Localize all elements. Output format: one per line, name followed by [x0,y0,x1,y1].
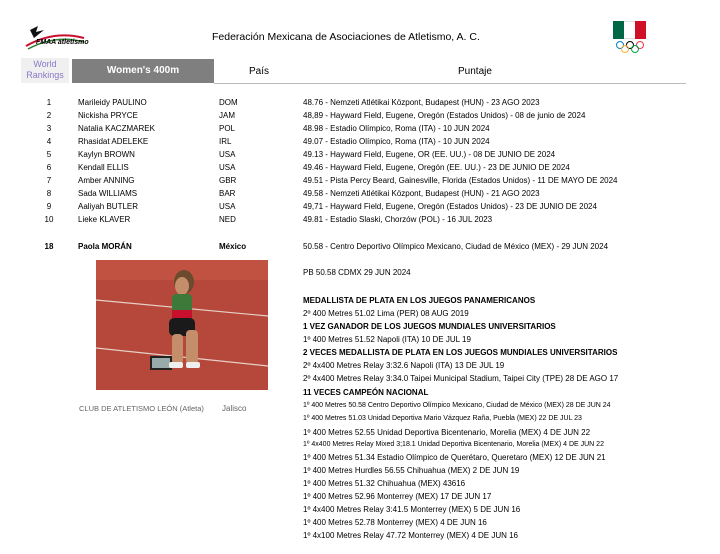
athlete-name: Marileidy PAULINO [78,98,147,107]
achievement-line: 2º 400 Metres 51.02 Lima (PER) 08 AUG 2019 [303,309,469,318]
personal-best: PB 50.58 CDMX 29 JUN 2024 [303,268,411,277]
achievement-line: 1º 400 Metres 51.34 Estadio Olímpico de Querétaro, Queretaro (MEX) 12 DE JUN 21 [303,453,606,462]
header-divider [214,83,686,84]
achievement-line: 2º 4x400 Metres Relay 3:32.6 Napoli (ITA) 13 DE JUL 19 [303,361,505,370]
achievement-line: 2º 4x400 Metres Relay 3:34.0 Taipei Municipal Stadium, Taipei City (TPE) 28 DE AGO 17 [303,374,619,383]
featured-athlete-row [0,242,720,254]
athlete-name: Aaliyah BUTLER [78,202,139,211]
country: USA [219,163,236,172]
rank: 8 [46,189,52,198]
world-rankings-label: World Rankings [21,58,69,83]
country: POL [219,124,236,133]
achievement-line: 1º 400 Metres 52.78 Monterrey (MEX) 4 DE JUN 16 [303,518,487,527]
ranking-row [0,98,720,110]
ranking-row [0,215,720,227]
rank: 10 [44,215,54,224]
state-label: Jalisco [222,404,247,413]
rank: 4 [46,137,52,146]
achievement-line: 1º 400 Metres 51.32 Chihuahua (MEX) 43616 [303,479,466,488]
athlete-name: Kendall ELLIS [78,163,129,172]
event-label: Women's 400m [106,65,180,76]
country: BAR [219,189,236,198]
score: 48.76 - Nemzeti Atlétikai Központ, Budapest (HUN) - 23 AGO 2023 [303,98,540,107]
score: 49.58 - Nemzeti Atlétikai Központ, Budapest (HUN) - 21 AGO 2023 [303,189,540,198]
featured-name: Paola MORÁN [78,242,132,251]
olympic-rings-icon [615,41,645,53]
country-column-header: País [249,66,270,77]
country: JAM [219,111,235,120]
achievement-line: 1º 400 Metres 52.55 Unidad Deportiva Bicentenario, Morelia (MEX) 4 DE JUN 22 [303,428,591,437]
achievement-line: 2 VECES MEDALLISTA DE PLATA EN LOS JUEGOS MUNDIALES UNIVERSITARIOS [303,348,618,357]
score: 49.46 - Hayward Field, Eugene, Oregón (EE. UU.) - 23 DE JUNIO DE 2024 [303,163,570,172]
achievement-line: 1º 400 Metres 51.52 Napoli (ITA) 10 DE JUL 19 [303,335,471,344]
achievement-line: MEDALLISTA DE PLATA EN LOS JUEGOS PANAMERICANOS [303,296,536,305]
achievement-line: 1º 4x400 Metres Relay 3:41.5 Monterrey (MEX) 5 DE JUN 16 [303,505,521,514]
country: USA [219,202,236,211]
ranking-row [0,176,720,188]
athlete-name: Kaylyn BROWN [78,150,135,159]
rank: 5 [46,150,52,159]
score: 49.81 - Estadio Slaski, Chorzów (POL) - 16 JUL 2023 [303,215,493,224]
athlete-name: Rhasidat ADELEKE [78,137,149,146]
rank: 6 [46,163,52,172]
score: 49.51 - Pista Percy Beard, Gainesville, Florida (Estados Unidos) - 11 DE MAYO DE 2024 [303,176,618,185]
achievement-line: 1º 4x100 Metres Relay 47.72 Monterrey (MEX) 4 DE JUN 16 [303,531,519,540]
org-title: Federación Mexicana de Asociaciones de Atletismo, A. C. [212,31,480,43]
ranking-row [0,202,720,214]
country: NED [219,215,236,224]
mexico-olympic-flag [613,21,647,55]
rank: 3 [46,124,52,133]
featured-country: México [219,242,247,251]
score: 48,89 - Hayward Field, Eugene, Oregón (Estados Unidos) - 08 de junio de 2024 [303,111,586,120]
score: 49.13 - Hayward Field, Eugene, OR (EE. UU.) - 08 DE JUNIO DE 2024 [303,150,556,159]
achievement-line: 1 VEZ GANADOR DE LOS JUEGOS MUNDIALES UNIVERSITARIOS [303,322,556,331]
athlete-photo [96,260,268,390]
club-label: CLUB DE ATLETISMO LEÓN (Atleta) [79,404,204,413]
featured-score: 50.58 - Centro Deportivo Olímpico Mexicano, Ciudad de México (MEX) - 29 JUN 2024 [303,242,609,251]
ranking-row [0,189,720,201]
athlete-name: Nickisha PRYCE [78,111,138,120]
achievement-line: 1º 4x400 Metres Relay Mixed 3;18.1 Unidad Deportiva Bicentenario, Morelia (MEX) 4 DE JUN 22 [303,441,604,448]
score: 49.07 - Estadio Olímpico, Roma (ITA) - 10 JUN 2024 [303,137,490,146]
featured-rank: 18 [44,242,54,251]
score-column-header: Puntaje [458,66,492,77]
rank: 1 [46,98,52,107]
rank: 2 [46,111,52,120]
score: 48.98 - Estadio Olímpico, Roma (ITA) - 10 JUN 2024 [303,124,490,133]
country: USA [219,150,236,159]
achievement-line: 1º 400 Metres 50.58 Centro Deportivo Olímpico Mexicano, Ciudad de México (MEX) 28 DE JUN 24 [303,402,611,409]
ranking-row [0,124,720,136]
ranking-row [0,137,720,149]
fmaa-logo [24,24,89,54]
country: IRL [219,137,232,146]
rank: 7 [46,176,52,185]
achievement-line: 11 VECES CAMPEÓN NACIONAL [303,388,429,397]
ranking-row [0,150,720,162]
ranking-row [0,111,720,123]
country: GBR [219,176,237,185]
ranking-row [0,163,720,175]
score: 49,71 - Hayward Field, Eugene, Oregón (Estados Unidos) - 23 DE JUNIO DE 2024 [303,202,597,211]
country: DOM [219,98,238,107]
athlete-name: Natalia KACZMAREK [78,124,155,133]
athlete-name: Lieke KLAVER [78,215,131,224]
achievement-line: 1º 400 Metres Hurdles 56.55 Chihuahua (MEX) 2 DE JUN 19 [303,466,520,475]
achievement-line: 1º 400 Metres 52.96 Monterrey (MEX) 17 DE JUN 17 [303,492,492,501]
athlete-name: Sada WILLIAMS [78,189,138,198]
athlete-name: Amber ANNING [78,176,135,185]
logo-text: FMAA atletismo [36,39,89,46]
rank: 9 [46,202,52,211]
achievement-line: 1º 400 Metres 51.03 Unidad Deportiva Mario Vázquez Raña, Puebla (MEX) 22 DE JUL 23 [303,415,582,422]
